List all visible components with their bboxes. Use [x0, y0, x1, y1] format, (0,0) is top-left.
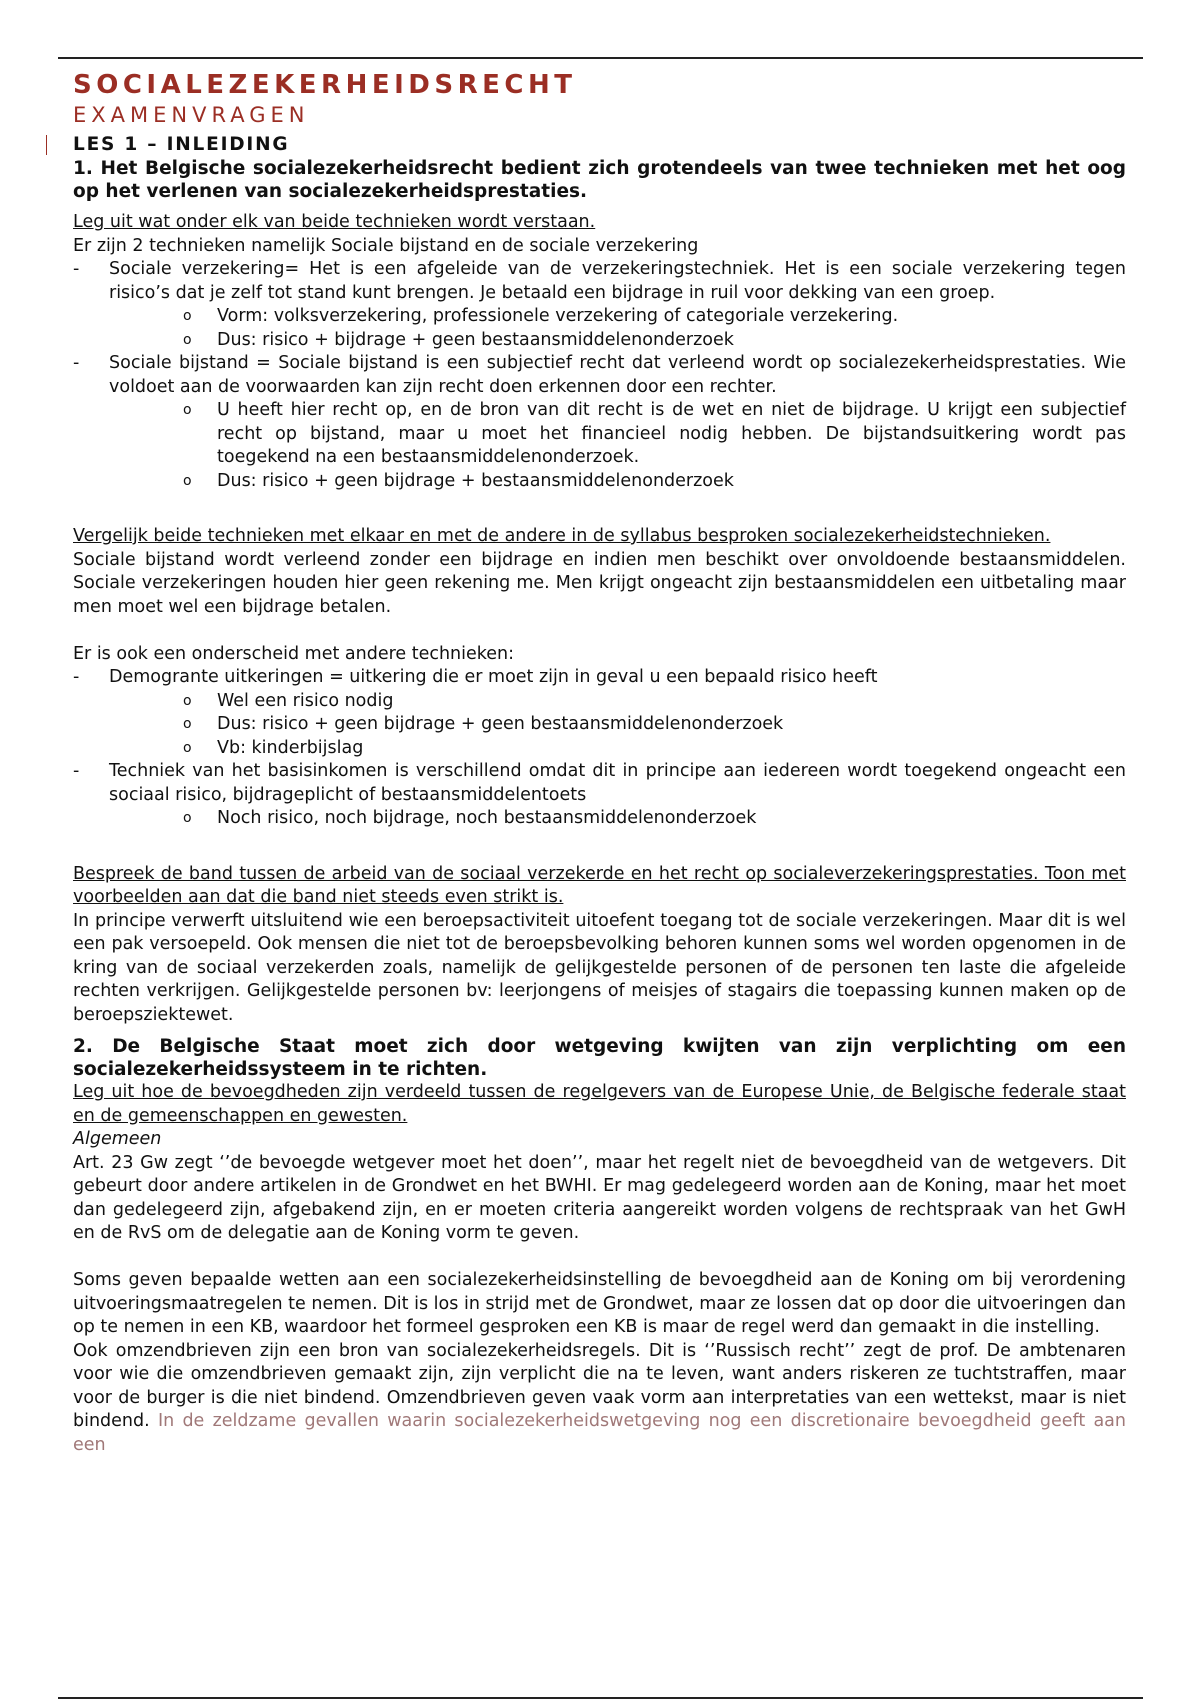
q2-prompt: Leg uit hoe de bevoegdheden zijn verdeeld tussen de regelgevers van de Europese Unie, de Belgische federale staat en de gemeenschappen en gewesten. [73, 1082, 1126, 1126]
sub-list-item: o Wel een risico nodig [109, 690, 1126, 714]
q2-paragraph-2: Soms geven bepaalde wetten aan een socialezekerheidsinstelling de bevoegdheid aan de Koning om bij verordening uitvoeringsmaatregelen te nemen. Dit is los in strijd met de Grondwet, maar ze lossen dat op door die uitvoeringen dan op te nemen in een KB, waardoor het formeel gesproken een KB is maar de regel werd dan gemaakt in die instelling. [73, 1270, 1126, 1337]
bottom-rule [58, 1697, 1143, 1699]
list-item [73, 258, 1126, 352]
q1-prompt-1: Leg uit wat onder elk van beide technieken wordt verstaan. [73, 212, 596, 232]
sub-list-item: o U heeft hier recht op, en de bron van dit recht is de wet en niet de bijdrage. U krijgt een subjectief recht op bijstand, maar u moet het financieel nodig hebben. De bijstandsuitkering wordt pas toegekend na een bestaansmiddelenonderzoek. [109, 399, 1126, 470]
q2-paragraph-3-text: Ook omzendbrieven zijn een bron van socialezekerheidsregels. Dit is ‘’Russisch recht’’ zegt de prof. De ambtenaren voor wie die omzendbrieven gemaakt zijn, zijn verplicht die na te leven, want anders riskeren ze tuchtstraffen, maar voor de burger is die niet bindend. Omzendbrieven geven vaak vorm aan interpretaties van een wettekst, maar is niet bindend. [73, 1340, 1126, 1431]
list-item [73, 352, 1126, 493]
document-subtitle: EXAMENVRAGEN [73, 103, 310, 127]
sub-list-item: o Dus: risico + bijdrage + geen bestaansmiddelenonderzoek [109, 329, 1126, 353]
top-rule [58, 57, 1143, 59]
lesson-heading-text: LES 1 – INLEIDING [73, 134, 290, 155]
document-page [73, 70, 1126, 1457]
q2-paragraph-3-muted-text: In de zeldzame gevallen waarin socialezekerheidswetgeving nog een discretionaire bevoegdheid geeft aan een [73, 1411, 1126, 1455]
list-item [73, 666, 1126, 760]
q2-subheading: Algemeen [73, 1129, 162, 1149]
list-item-text: Sociale bijstand = Sociale bijstand is een subjectief recht dat verleend wordt op socialezekerheidsprestaties. Wie voldoet aan de voorwaarden kan zijn recht doen erkennen door een rechter. [109, 353, 1126, 397]
q1-technique-list [73, 258, 1126, 493]
sub-list-item: o Noch risico, noch bijdrage, noch bestaansmiddelenonderzoek [109, 807, 1126, 831]
list-item-text: Demogrante uitkeringen = uitkering die er moet zijn in geval u een bepaald risico heeft [109, 667, 878, 687]
q1-comparison-paragraph: Sociale bijstand wordt verleend zonder een bijdrage en indien men beschikt over onvoldoende bestaansmiddelen. Sociale verzekeringen houden hier geen rekening me. Men krijgt ongeacht zijn bestaansmiddelen een uitbetaling maar men moet wel een bijdrage betalen. [73, 549, 1126, 617]
q1-prompt-2: Vergelijk beide technieken met elkaar en met de andere in de syllabus besproken socialezekerheidstechnieken. [73, 526, 1051, 546]
q1-prompt-3: Bespreek de band tussen de arbeid van de sociaal verzekerde en het recht op socialeverzekeringsprestaties. Toon met voorbeelden aan dat die band niet steeds even strikt is. [73, 863, 1126, 907]
sub-list-item: o Vb: kinderbijslag [109, 737, 1126, 761]
q2-paragraph-1: Art. 23 Gw zegt ‘’de bevoegde wetgever moet het doen’’, maar het regelt niet de bevoegdheid van de wetgevers. Dit gebeurt door andere artikelen in de Grondwet en het BWHI. Er mag gedelegeerd worden aan de Koning, maar het moet dan gedelegeerd zijn, afgebakend zijn, en er moeten criteria aangereikt worden volgens de rechtspraak van het GwH en de RvS om de delegatie aan de Koning vorm te geven. [73, 1152, 1126, 1243]
sub-list-item: o Vorm: volksverzekering, professionele verzekering of categoriale verzekering. [109, 305, 1126, 329]
q1-other-techniques-list [73, 666, 1126, 831]
sub-list-item: o Dus: risico + geen bijdrage + geen bestaansmiddelenonderzoek [109, 713, 1126, 737]
q1-other-techniques-intro: Er is ook een onderscheid met andere technieken: [73, 643, 515, 664]
q2-paragraph-3 [73, 1340, 1126, 1458]
sub-list-item: o Dus: risico + geen bijdrage + bestaansmiddelenonderzoek [109, 470, 1126, 494]
lesson-heading [73, 133, 1126, 157]
list-item-text: Sociale verzekering= Het is een afgeleide van de verzekeringstechniek. Het is een sociale verzekering tegen risico’s dat je zelf tot stand kunt brengen. Je betaald een bijdrage in ruil voor dekking van een groep. [109, 259, 1126, 303]
text-cursor [46, 135, 47, 155]
list-item-text: Techniek van het basisinkomen is verschillend omdat dit in principe aan iedereen wordt toegekend ongeacht een sociaal risico, bijdrageplicht of bestaansmiddelentoets [109, 761, 1126, 805]
question-1-title: 1. Het Belgische socialezekerheidsrecht bedient zich grotendeels van twee technieken met het oog op het verlenen van socialezekerheidsprestaties. [73, 158, 1126, 202]
document-title: SOCIALEZEKERHEIDSRECHT [73, 70, 577, 100]
question-2-title: 2. De Belgische Staat moet zich door wetgeving kwijten van zijn verplichting om een socialezekerheidssysteem in te richten. [73, 1036, 1126, 1080]
q1-intro: Er zijn 2 technieken namelijk Sociale bijstand en de sociale verzekering [73, 235, 699, 256]
list-item [73, 760, 1126, 831]
q1-band-paragraph: In principe verwerft uitsluitend wie een beroepsactiviteit uitoefent toegang tot de sociale verzekeringen. Maar dit is wel een pak versoepeld. Ook mensen die niet tot de beroepsbevolking behoren kunnen soms wel worden opgenomen in de kring van de sociaal verzekerden zoals, namelijk de gelijkgestelde personen of de personen ten laste die afgeleide rechten verkrijgen. Gelijkgestelde personen bv: leerjongens of meisjes of stagairs die toepassing kunnen maken op de beroepsziektewet. [73, 910, 1126, 1025]
